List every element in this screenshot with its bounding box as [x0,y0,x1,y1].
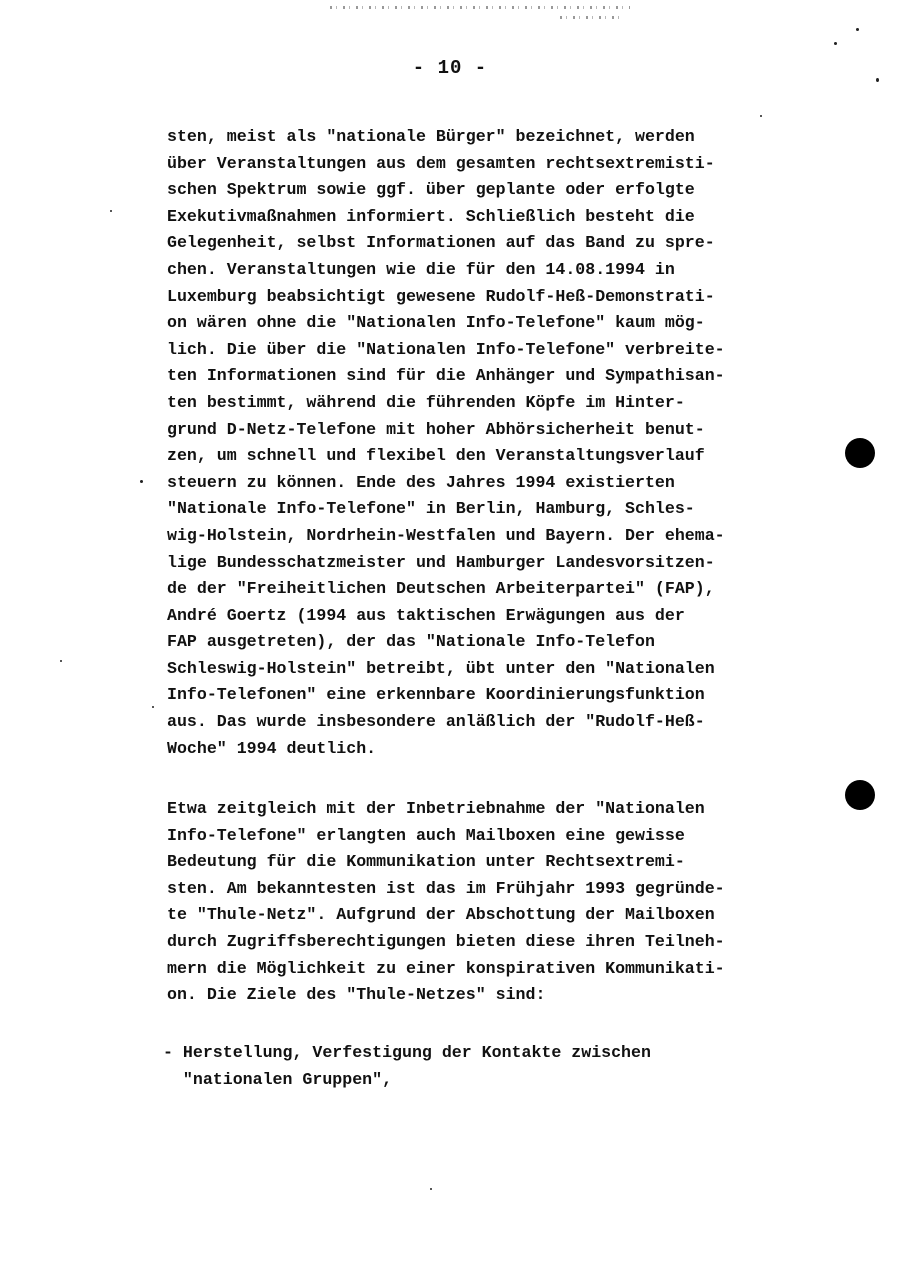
scan-speck [856,28,859,31]
text-line: steuern zu können. Ende des Jahres 1994 existierten [167,472,675,492]
punch-hole [845,438,875,468]
text-line: Exekutivmaßnahmen informiert. Schließlich besteht die [167,206,695,226]
text-line: FAP ausgetreten), der das "Nationale Info-Telefon [167,632,655,652]
scan-speck [430,1188,432,1190]
text-line: Gelegenheit, selbst Informationen auf das Band zu spre- [167,233,715,253]
paragraph-2 [167,796,807,1009]
text-line: grund D-Netz-Telefone mit hoher Abhörsicherheit benut- [167,419,705,439]
scan-speck [152,706,154,708]
scan-noise [560,16,620,19]
text-line: zen, um schnell und flexibel den Veranstaltungsverlauf [167,446,705,466]
text-line: lige Bundesschatzmeister und Hamburger Landesvorsitzen- [167,552,715,572]
text-line: durch Zugriffsberechtigungen bieten diese ihren Teilneh- [167,931,725,951]
text-line: mern die Möglichkeit zu einer konspirativen Kommunikati- [167,958,725,978]
text-line: ten bestimmt, während die führenden Köpfe im Hinter- [167,392,685,412]
text-line: Info-Telefonen" eine erkennbare Koordinierungsfunktion [167,685,705,705]
text-line: on. Die Ziele des "Thule-Netzes" sind: [167,985,546,1005]
paragraph-1 [167,124,807,762]
text-line: Bedeutung für die Kommunikation unter Rechtsextremi- [167,852,685,872]
text-line: aus. Das wurde insbesondere anläßlich der "Rudolf-Heß- [167,712,705,732]
text-line: sten, meist als "nationale Bürger" bezeichnet, werden [167,127,695,146]
text-line: André Goertz (1994 aus taktischen Erwägungen aus der [167,605,685,625]
scan-speck [60,660,62,662]
text-line: über Veranstaltungen aus dem gesamten rechtsextremisti- [167,153,715,173]
text-line: de der "Freiheitlichen Deutschen Arbeiterpartei" (FAP), [167,579,715,599]
text-line: chen. Veranstaltungen wie die für den 14.08.1994 in [167,259,675,279]
text-line: Woche" 1994 deutlich. [167,738,377,758]
page-number: - 10 - [412,57,488,79]
text-line: on wären ohne die "Nationalen Info-Telefone" kaum mög- [167,313,705,333]
text-line: "Nationale Info-Telefone" in Berlin, Hamburg, Schles- [167,499,695,519]
list-item-continuation: "nationalen Gruppen", [163,1069,393,1089]
scan-speck [876,78,879,82]
text-line: ten Informationen sind für die Anhänger und Sympathisan- [167,366,725,386]
list-item: - Herstellung, Verfestigung der Kontakte zwischen [163,1043,651,1062]
text-line: Schleswig-Holstein" betreibt, übt unter den "Nationalen [167,658,715,678]
scan-speck [110,210,112,212]
text-line: Etwa zeitgleich mit der Inbetriebnahme der "Nationalen [167,799,705,818]
text-line: schen Spektrum sowie ggf. über geplante oder erfolgte [167,180,695,200]
punch-hole [845,780,875,810]
scan-speck [760,115,762,117]
scan-speck [834,42,837,45]
text-line: Luxemburg beabsichtigt gewesene Rudolf-Heß-Demonstrati- [167,286,715,306]
scan-speck [140,480,143,483]
text-line: Info-Telefone" erlangten auch Mailboxen eine gewisse [167,825,685,845]
text-line: sten. Am bekanntesten ist das im Frühjahr 1993 gegründe- [167,878,725,898]
bullet-list [163,1040,803,1093]
text-line: te "Thule-Netz". Aufgrund der Abschottung der Mailboxen [167,905,715,925]
text-line: lich. Die über die "Nationalen Info-Telefone" verbreite- [167,339,725,359]
text-line: wig-Holstein, Nordrhein-Westfalen und Bayern. Der ehema- [167,525,725,545]
scan-noise [330,6,630,9]
